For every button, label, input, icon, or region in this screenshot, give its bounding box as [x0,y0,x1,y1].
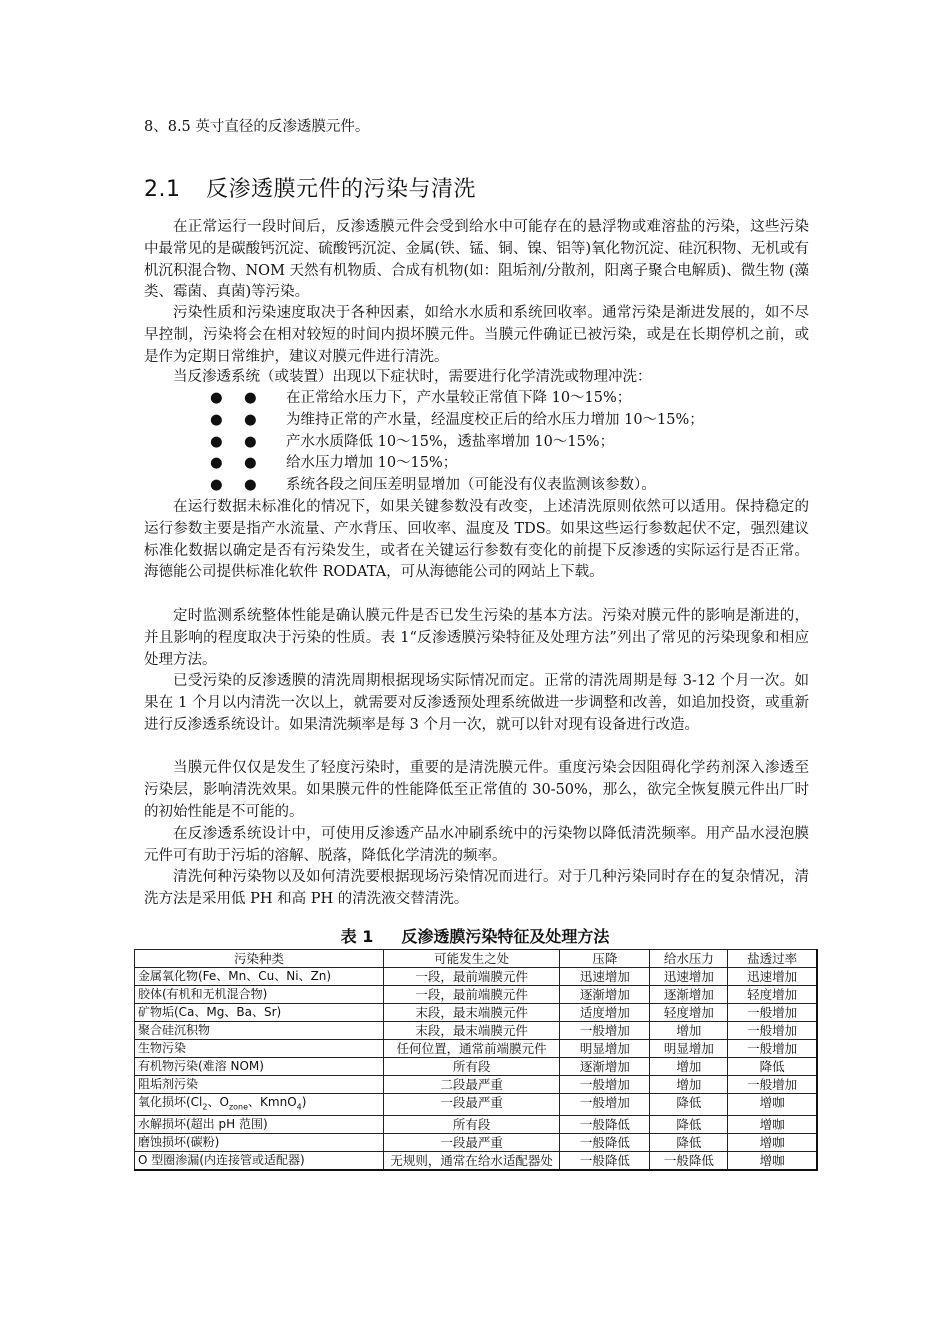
table-row: 磨蚀损坏(碳粉) 一段最严重 一般降低 降低 增咖 [135,1134,818,1152]
list-item: ● ● 给水压力增加 10～15%； [144,453,809,475]
bullet-icon: ● [244,411,257,428]
table-row: 氧化损坏($Cl_2$、$O_{zone}$、KmnO$_4$) 一段最严重 一般增加 降低 增咖 [135,1094,818,1116]
bullet-icon: ● [244,455,257,472]
oxidation-label: 氧化损坏($Cl_2$、$O_{zone}$、KmnO$_4$) [135,1094,384,1116]
section-number: 2.1 [144,177,181,202]
table-row: 阻垢剂污染 二段最严重 一般增加 增加 一般增加 [135,1076,818,1094]
bullet-icon: ● [210,477,223,494]
bullet-icon: ● [210,411,223,428]
table-caption [0,924,950,947]
table-row: 金属氧化物(Fe、Mn、Cu、Ni、Zn) 一段，最前端膜元件 迅速增加 迅速增加 迅速增加 [135,968,818,986]
fouling-table [134,949,818,1171]
paragraph-4: 在运行数据未标准化的情况下，如果关键参数没有改变，上述清洗原则依然可以适用。保持稳定的运行参数主要是指产水流量、产水背压、回收率、温度及 TDS。如果这些运行参数起伏不定，强烈建议标准化数据以确定是否有污染发生，或者在关键运行参数有变化的前提下反渗透的实际运行是否正常。海德能公司提供标准化软件 RODATA，可从海德能公司的网站上下载。 [144,499,809,581]
table-row: 矿物垢(Ca、Mg、Ba、Sr) 末段，最末端膜元件 适度增加 轻度增加 一般增加 [135,1004,818,1022]
column-header: 盐透过率 [728,950,817,968]
list-item: ● ● 产水水质降低 10～15%，透盐率增加 10～15%； [144,432,809,454]
column-header: 给水压力 [650,950,728,968]
bullet-icon: ● [244,390,257,406]
bullet-icon: ● [210,433,223,450]
table-row: 聚合硅沉积物 末段，最末端膜元件 一般增加 增加 一般增加 [135,1022,818,1040]
bullet-icon: ● [244,477,257,494]
column-header: 压降 [560,950,650,968]
paragraph-9: 清洗何种污染物以及如何清洗要根据现场污染情况而进行。对于几种污染同时存在的复杂情况，清洗方法是采用低 PH 和高 PH 的清洗液交替清洗。 [144,869,809,907]
column-header: 可能发生之处 [384,950,560,968]
table-row: 胶体(有机和无机混合物) 一段，最前端膜元件 逐渐增加 逐渐增加 轻度增加 [135,986,818,1004]
paragraph-1: 在正常运行一段时间后，反渗透膜元件会受到给水中可能存在的悬浮物或难溶盐的污染，这些污染中最常见的是碳酸钙沉淀、硫酸钙沉淀、金属(铁、锰、铜、镍、铝等)氧化物沉淀、硅沉积物、无机或有机沉积混合物、NOM 天然有机物质、合成有机物(如：阻垢剂/分散剂，阳离子聚合电解质)、微生物 (藻类、霉菌、真菌)等污染。 [144,219,809,301]
section-heading [144,172,476,203]
intro-line: 8、8.5 英寸直径的反渗透膜元件。 [144,119,370,135]
table-row: 有机物污染(难溶 NOM) 所有段 逐渐增加 增加 降低 [135,1058,818,1076]
list-item: ● ● 系统各段之间压差明显增加（可能没有仪表监测该参数）。 [144,475,809,497]
table-row: O 型圈渗漏(内连接管或适配器) 无规则，通常在给水适配器处 一般降低 一般降低 增咖 [135,1152,818,1171]
table-row: 生物污染 任何位置，通常前端膜元件 明显增加 明显增加 一般增加 [135,1040,818,1058]
paragraph-7: 当膜元件仅仅是发生了轻度污染时，重要的是清洗膜元件。重度污染会因阻碍化学药剂深入渗透至污染层，影响清洗效果。如果膜元件的性能降低至正常值的 30-50%，那么，欲完全恢复膜元件出厂时的初始性能是不可能的。 [144,760,809,820]
paragraph-6: 已受污染的反渗透膜的清洗周期根据现场实际情况而定。正常的清洗周期是每 3-12 个月一次。如果在 1 个月以内清洗一次以上，就需要对反渗透预处理系统做进一步调整和改善，如追加投资，或重新进行反渗透系统设计。如果清洗频率是每 3 个月一次，就可以针对现有设备进行改造。 [144,673,809,733]
table-caption-title: 反渗透膜污染特征及处理方法 [401,927,610,946]
bullet-icon: ● [210,390,223,406]
symptom-list [144,388,809,497]
bullet-icon: ● [210,455,223,472]
paragraph-2: 污染性质和污染速度取决于各种因素，如给水水质和系统回收率。通常污染是渐进发展的，如不尽早控制，污染将会在相对较短的时间内损坏膜元件。当膜元件确证已被污染，或是在长期停机之前，或是作为定期日常维护，建议对膜元件进行清洗。 [144,305,809,365]
bullet-icon: ● [244,433,257,450]
column-header: 污染种类 [135,950,384,968]
table-header-row [135,950,818,968]
list-item: ● ● 在正常给水压力下，产水量较正常值下降 10～15%； [144,388,809,410]
table-row: 水解损坏(超出 pH 范围) 所有段 一般降低 降低 增咖 [135,1116,818,1134]
section-title: 反渗透膜元件的污染与清洗 [206,177,477,202]
table-caption-label: 表 1 [340,927,374,946]
paragraph-8: 在反渗透系统设计中，可使用反渗透产品水冲刷系统中的污染物以降低清洗频率。用产品水浸泡膜元件可有助于污垢的溶解、脱落，降低化学清洗的频率。 [144,826,809,864]
paragraph-3: 当反渗透系统（或装置）出现以下症状时，需要进行化学清洗或物理冲洗： [173,369,652,385]
list-item: ● ● 为维持正常的产水量，经温度校正后的给水压力增加 10～15%； [144,410,809,432]
paragraph-5: 定时监测系统整体性能是确认膜元件是否已发生污染的基本方法。污染对膜元件的影响是渐进的，并且影响的程度取决于污染的性质。表 1“反渗透膜污染特征及处理方法”列出了常见的污染现象和相应处理方法。 [144,608,809,668]
